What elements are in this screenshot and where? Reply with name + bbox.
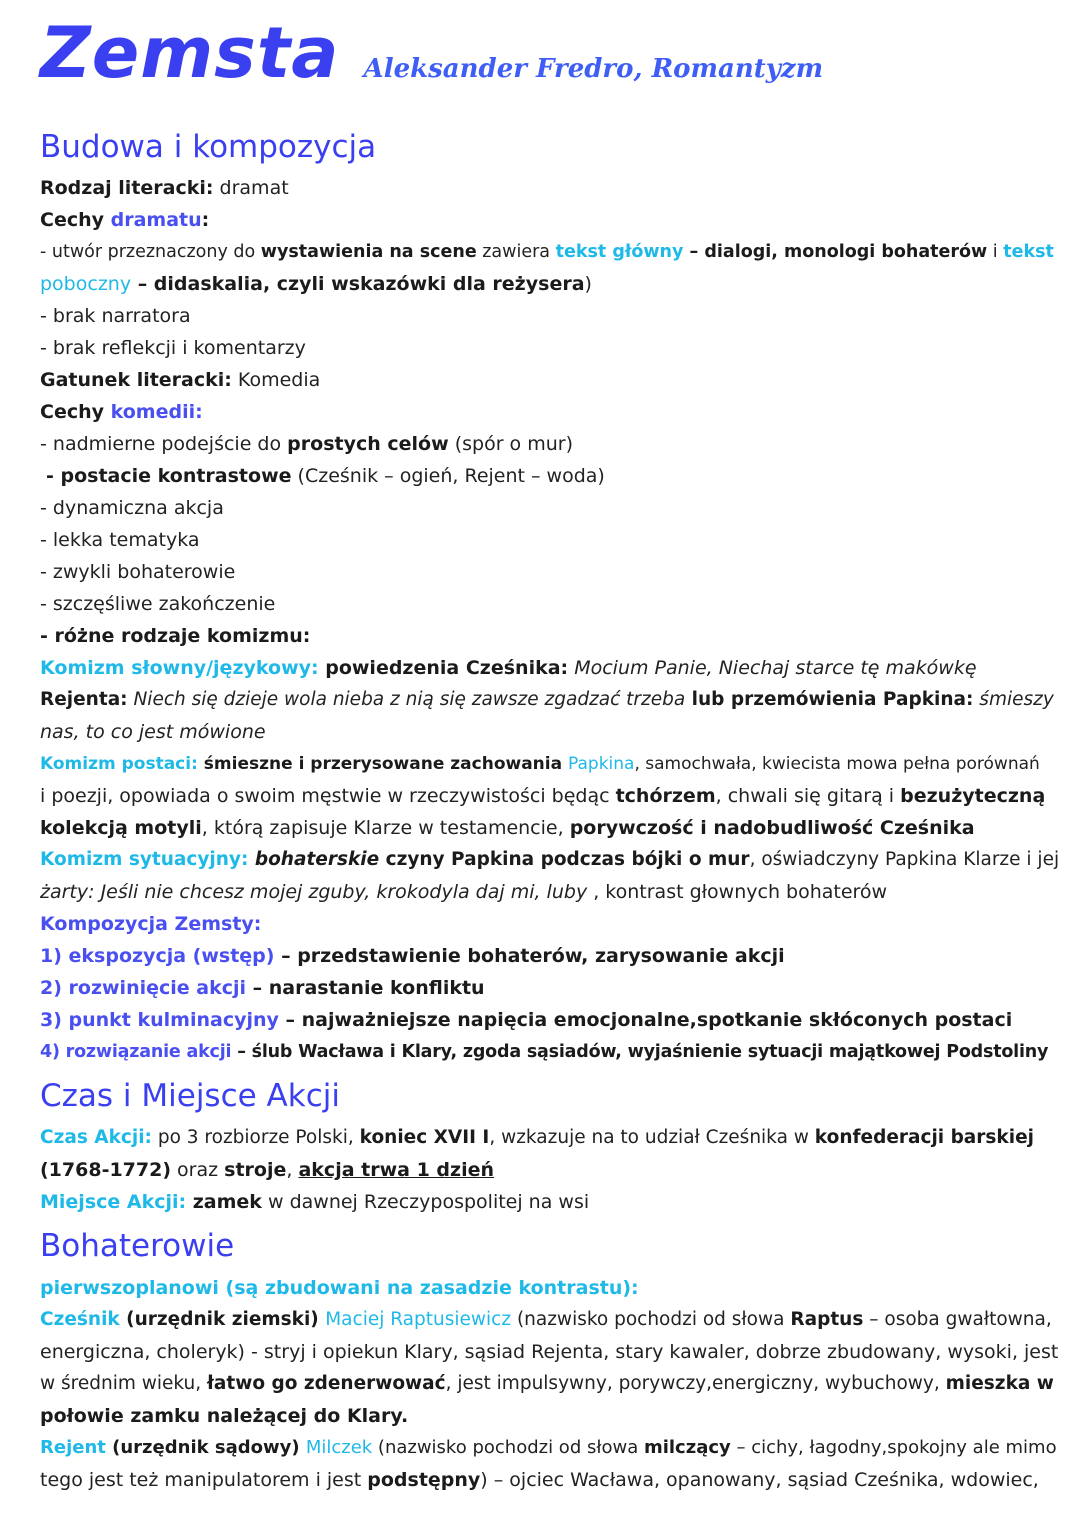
- text: akcja trwa 1 dzień: [298, 1159, 494, 1181]
- text: (Cześnik – ogień, Rejent – woda): [291, 465, 605, 487]
- text: bezużyteczną: [900, 785, 1046, 807]
- text: – dialogi, monologi bohaterów: [683, 242, 988, 262]
- document-page: [40, 12, 1060, 1496]
- text: Cechy: [40, 401, 111, 423]
- komizm-postaci-cont-2: [40, 812, 1060, 844]
- text: , kontrast głownych bohaterów: [587, 881, 888, 903]
- komedia-item-1: [40, 428, 1060, 460]
- text: łatwo go zdenerwować: [207, 1373, 446, 1394]
- dramat-item-2: - brak narratora: [40, 305, 191, 327]
- text: i: [987, 242, 1004, 262]
- komizm-postaci-cont-1: [40, 780, 1060, 812]
- kompozycja-item-3: [40, 1004, 1060, 1036]
- text: Jeśli nie chcesz mojej zguby, krokodyla daj mi, luby: [100, 881, 588, 903]
- cechy-colon: :: [201, 209, 210, 231]
- text: prostych celów: [287, 433, 449, 455]
- text: Cześnik: [40, 1309, 120, 1330]
- text: komedii:: [110, 401, 203, 423]
- text: lub przemówienia Papkina:: [685, 689, 974, 710]
- kompozycja-label: [40, 908, 1060, 940]
- text: tekst: [1003, 242, 1054, 262]
- text: koniec XVII I: [359, 1127, 490, 1148]
- dramat-item-3: - brak reflekcji i komentarzy: [40, 337, 306, 359]
- text: , którą zapisuje Klarze w testamencie,: [201, 817, 570, 839]
- text: 1) ekspozycja (wstęp): [40, 945, 275, 967]
- text: poboczny: [40, 273, 132, 295]
- czesnik-line-1: [40, 1304, 1060, 1336]
- text: tchórzem: [615, 785, 716, 807]
- komizm-sytuacyjny-cont: [40, 876, 1060, 908]
- rodzaj-line: [40, 172, 1060, 204]
- text: , oświadczyny Papkina Klarze i jej: [749, 849, 1060, 870]
- text: śmieszne i przerysowane zachowania: [197, 754, 568, 774]
- text: czyny Papkina podczas bójki o mur: [379, 849, 750, 870]
- czesnik-line-4: [40, 1400, 1060, 1432]
- text: żarty:: [40, 881, 101, 903]
- cechy-word: dramatu: [110, 209, 202, 231]
- text: Miejsce Akcji:: [40, 1191, 187, 1213]
- text: (1768-1772): [40, 1159, 172, 1181]
- gatunek-label: Gatunek literacki:: [40, 369, 232, 391]
- text: , jest impulsywny, porywczy,energiczny, wybuchowy,: [445, 1373, 946, 1394]
- section-heading-bohaterowie: Bohaterowie: [40, 1228, 235, 1264]
- komizm-slowny-line: [40, 652, 1060, 684]
- komedia-item-5: - zwykli bohaterowie: [40, 561, 236, 583]
- section-heading-czas: Czas i Miejsce Akcji: [40, 1078, 340, 1114]
- komizm-postaci-line: [40, 748, 1060, 780]
- text: bohaterskie: [248, 849, 380, 870]
- text: (urzędnik sądowy): [105, 1437, 306, 1458]
- text: Kompozycja Zemsty:: [40, 913, 262, 935]
- komedia-item-2: [40, 460, 1060, 492]
- pierwszoplanowi-label: [40, 1272, 1060, 1304]
- page-title: Zemsta: [40, 12, 340, 94]
- text: oraz: [171, 1159, 225, 1181]
- text: tekst główny: [555, 242, 684, 262]
- text: Komizm postaci:: [40, 754, 198, 774]
- text: 4) rozwiązanie akcji: [40, 1042, 232, 1062]
- text: 3) punkt kulminacyjny: [40, 1009, 279, 1031]
- text: konfederacji barskiej: [814, 1127, 1034, 1148]
- czas-line: [40, 1122, 1060, 1154]
- text: 2) rozwinięcie akcji: [40, 977, 247, 999]
- text: tego jest też manipulatorem i jest: [40, 1469, 368, 1491]
- gatunek-line: [40, 364, 1060, 396]
- dramat-item-1: [40, 236, 1060, 268]
- text: (spór o mur): [448, 433, 573, 455]
- rejent-quote-line: [40, 684, 1060, 716]
- czesnik-line-2: energiczna, choleryk) - stryj i opiekun Klary, sąsiad Rejenta, stary kawaler, dobrze zbudowany, wysoki, jest: [40, 1341, 1059, 1363]
- rejent-line-2: [40, 1464, 1060, 1496]
- rodzaj-label: Rodzaj literacki:: [40, 177, 214, 199]
- text: - postacie kontrastowe: [46, 465, 292, 487]
- czesnik-line-3: [40, 1368, 1060, 1400]
- text: mieszka w: [945, 1373, 1054, 1394]
- komedia-item-3: - dynamiczna akcja: [40, 497, 224, 519]
- kompozycja-item-1: [40, 940, 1060, 972]
- text: Rejent: [40, 1437, 106, 1458]
- text: Rejenta:: [40, 689, 128, 710]
- kompozycja-item-2: [40, 972, 1060, 1004]
- text: stroje: [224, 1159, 287, 1181]
- czas-line-cont: [40, 1154, 1060, 1186]
- text: Niech się dzieje wola nieba z nią się zawsze zgadzać trzeba: [127, 689, 686, 710]
- text: powiedzenia Cześnika:: [318, 657, 569, 679]
- cechy-dramatu-line: [40, 204, 1060, 236]
- text: Czas Akcji:: [40, 1127, 152, 1148]
- text: – osoba gwałtowna,: [863, 1309, 1052, 1330]
- text: – przedstawienie bohaterów, zarysowanie akcji: [274, 945, 785, 967]
- text: zawiera: [476, 242, 556, 262]
- text: podstępny: [367, 1469, 481, 1491]
- text: – ślub Wacława i Klary, zgoda sąsiadów, wyjaśnienie sytuacji majątkowej Podstoliny: [231, 1042, 1049, 1062]
- komedia-item-6: - szczęśliwe zakończenie: [40, 593, 276, 615]
- text: (nazwisko pochodzi od słowa: [511, 1309, 791, 1330]
- komizm-sytuacyjny-line: [40, 844, 1060, 876]
- cechy-komedii-line: [40, 396, 1060, 428]
- text: porywczość i nadobudliwość Cześnika: [569, 817, 975, 839]
- text: - nadmierne podejście do: [40, 433, 288, 455]
- text: Papkina: [568, 754, 635, 774]
- text: po 3 rozbiorze Polski,: [151, 1127, 360, 1148]
- text: – didaskalia, czyli wskazówki dla reżysera: [131, 273, 585, 295]
- text: – narastanie konfliktu: [246, 977, 485, 999]
- text: w średnim wieku,: [40, 1373, 208, 1394]
- text: Milczek: [305, 1437, 373, 1458]
- text: Komizm słowny/językowy:: [40, 657, 319, 679]
- text: – cichy, łagodny,spokojny ale mimo: [730, 1437, 1057, 1458]
- text: Mocium Panie, Niechaj starce tę makówkę: [568, 657, 977, 679]
- text: śmieszy: [973, 689, 1054, 710]
- kompozycja-item-4: [40, 1036, 1060, 1068]
- text: – najważniejsze napięcia emocjonalne,spotkanie skłóconych postaci: [278, 1009, 1013, 1031]
- text: i poezji, opowiada o swoim męstwie w rzeczywistości będąc: [40, 785, 616, 807]
- dramat-item-1-cont: [40, 268, 1060, 300]
- page-subtitle: Aleksander Fredro, Romantyzm: [363, 54, 824, 84]
- gatunek-value: Komedia: [231, 369, 321, 391]
- text: - różne rodzaje komizmu:: [40, 625, 311, 647]
- text: - utwór przeznaczony do: [40, 242, 261, 262]
- text: ) – ojciec Wacława, opanowany, sąsiad Cześnika, wdowiec,: [480, 1469, 1039, 1491]
- text: ,: [286, 1159, 299, 1181]
- miejsce-line: [40, 1186, 1060, 1218]
- rodzaj-value: dramat: [213, 177, 289, 199]
- komedia-item-7: [40, 620, 1060, 652]
- komedia-item-4: - lekka tematyka: [40, 529, 200, 551]
- title-row: [40, 12, 1060, 122]
- text: , chwali się gitarą i: [715, 785, 901, 807]
- text: ): [584, 273, 592, 295]
- text: pierwszoplanowi (są zbudowani na zasadzie kontrastu):: [40, 1277, 639, 1299]
- text: kolekcją motyli: [40, 817, 202, 839]
- rejent-quote-cont: [40, 716, 1060, 748]
- text: (nazwisko pochodzi od słowa: [372, 1437, 644, 1458]
- text: zamek: [186, 1191, 262, 1213]
- text: w dawnej Rzeczypospolitej na wsi: [261, 1191, 590, 1213]
- text: Komizm sytuacyjny:: [40, 849, 249, 870]
- text: , samochwała, kwiecista mowa pełna porównań: [634, 754, 1040, 774]
- text: Maciej Raptusiewicz: [325, 1309, 512, 1330]
- text: nas, to co jest mówione: [40, 721, 266, 743]
- cechy-label: Cechy: [40, 209, 111, 231]
- text: milczący: [643, 1437, 731, 1458]
- text: (urzędnik ziemski): [119, 1309, 326, 1330]
- text: Raptus: [790, 1309, 864, 1330]
- text: połowie zamku należącej do Klary.: [40, 1405, 409, 1427]
- rejent-line-1: [40, 1432, 1060, 1464]
- section-heading-budowa: Budowa i kompozycja: [40, 129, 377, 165]
- text: wystawienia na scene: [260, 242, 477, 262]
- text: , wzkazuje na to udział Cześnika w: [489, 1127, 815, 1148]
